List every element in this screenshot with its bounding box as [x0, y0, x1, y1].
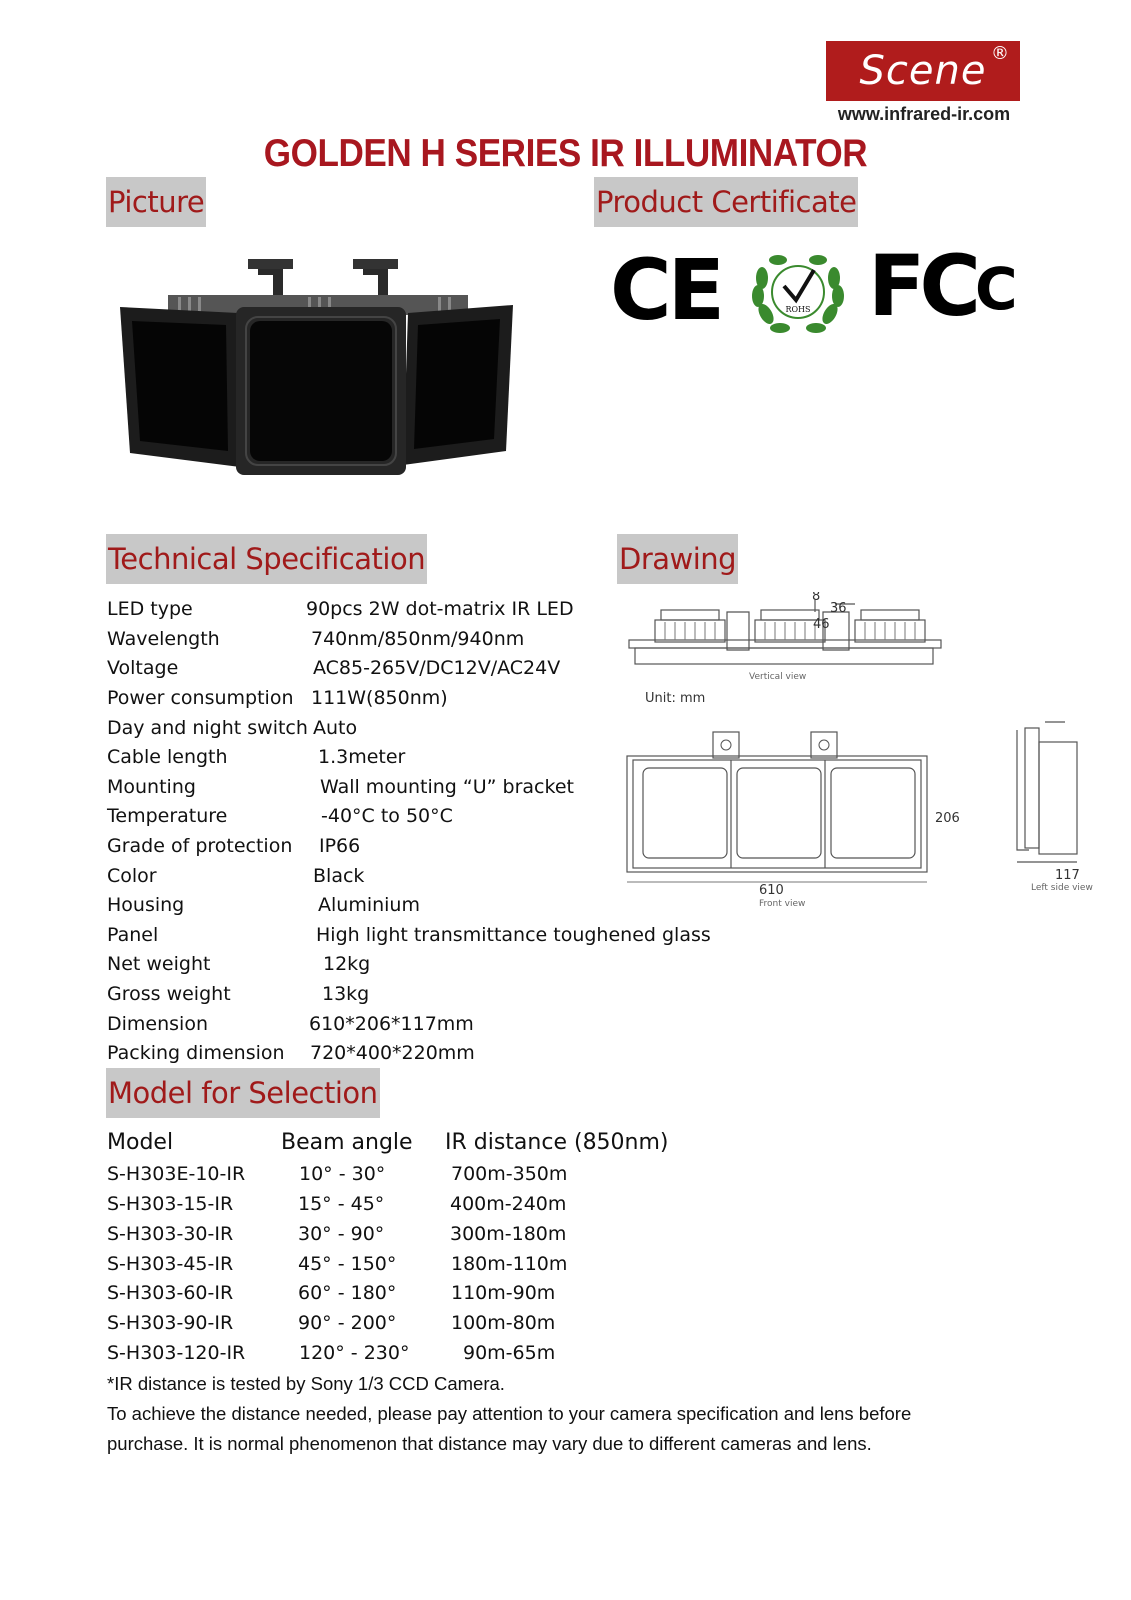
spec-label: Housing [107, 894, 185, 916]
spec-row [107, 982, 370, 1006]
model-header: Model [107, 1130, 174, 1155]
spec-value: Auto [313, 717, 358, 739]
spec-row [107, 834, 361, 858]
rohs-mark [748, 248, 848, 334]
spec-label: Net weight [107, 953, 211, 975]
section-picture: Picture [106, 177, 206, 227]
spec-label: Panel [107, 924, 159, 946]
page-title: GOLDEN H SERIES IR ILLUMINATOR [263, 132, 868, 175]
spec-value: 12kg [323, 953, 371, 975]
beam-cell: 120° - 230° [299, 1342, 410, 1364]
spec-row [107, 745, 406, 769]
spec-row [107, 1012, 474, 1036]
section-drawing: Drawing [617, 534, 738, 584]
fcc-label: FC [868, 237, 976, 335]
model-cell: S-H303E-10-IR [107, 1163, 246, 1185]
registered-mark: ® [991, 43, 1010, 64]
spec-row [107, 952, 371, 976]
spec-value: Aluminium [318, 894, 420, 916]
spec-label: Dimension [107, 1013, 208, 1035]
spec-label: Wavelength [107, 628, 220, 650]
spec-row [107, 686, 448, 710]
model-cell: S-H303-120-IR [107, 1342, 246, 1364]
spec-label: Day and night switch [107, 717, 308, 739]
beam-cell: 10° - 30° [299, 1163, 386, 1185]
brand-url[interactable]: www.infrared-ir.com [837, 104, 1011, 124]
spec-label: Voltage [107, 657, 179, 679]
model-cell: S-H303-90-IR [107, 1312, 234, 1334]
dim-610: 610 [759, 883, 784, 898]
spec-row [107, 656, 561, 680]
spec-value: AC85-265V/DC12V/AC24V [313, 657, 561, 679]
model-cell: S-H303-30-IR [107, 1223, 234, 1245]
distance-cell: 700m-350m [451, 1163, 568, 1185]
beam-cell: 30° - 90° [298, 1223, 385, 1245]
spec-value: Black [313, 865, 365, 887]
beam-header: Beam angle [281, 1130, 413, 1155]
spec-value: IP66 [319, 835, 361, 857]
spec-label: Gross weight [107, 983, 231, 1005]
spec-value: 111W(850nm) [311, 687, 448, 709]
distance-cell: 180m-110m [451, 1253, 568, 1275]
section-model-selection: Model for Selection [106, 1068, 380, 1118]
beam-cell: 90° - 200° [298, 1312, 397, 1334]
front-view-label: Front view [759, 899, 806, 909]
beam-cell: 45° - 150° [298, 1253, 397, 1275]
spec-value: 720*400*220mm [310, 1042, 475, 1064]
distance-cell: 100m-80m [451, 1312, 556, 1334]
spec-row [107, 597, 574, 621]
section-certificate: Product Certificate [594, 177, 858, 227]
dim-8: 8 [812, 592, 821, 604]
product-photo [108, 255, 528, 485]
distance-cell: 110m-90m [451, 1282, 556, 1304]
spec-label: Mounting [107, 776, 196, 798]
spec-value: 740nm/850nm/940nm [311, 628, 525, 650]
spec-label: Temperature [107, 805, 228, 827]
spec-row [107, 775, 574, 799]
brand-name: Scene [859, 48, 987, 94]
beam-cell: 15° - 45° [298, 1193, 385, 1215]
spec-value: 13kg [322, 983, 370, 1005]
note-advice-line-1: To achieve the distance needed, please pay attention to your camera specification and lens before [107, 1403, 912, 1424]
unit-label: Unit: mm [645, 691, 706, 706]
model-cell: S-H303-15-IR [107, 1193, 234, 1215]
spec-row [107, 893, 420, 917]
spec-row [107, 716, 358, 740]
spec-label: LED type [107, 598, 193, 620]
spec-row [107, 627, 525, 651]
brand-logo [826, 41, 1020, 101]
ce-mark: CE [610, 241, 722, 339]
distance-header: IR distance (850nm) [445, 1130, 669, 1155]
spec-label: Power consumption [107, 687, 294, 709]
beam-cell: 60° - 180° [298, 1282, 397, 1304]
spec-row [107, 923, 711, 947]
spec-label: Cable length [107, 746, 228, 768]
distance-cell: 400m-240m [450, 1193, 567, 1215]
technical-drawing [625, 592, 1125, 922]
spec-row [107, 864, 365, 888]
spec-value: 610*206*117mm [309, 1013, 474, 1035]
distance-cell: 300m-180m [450, 1223, 567, 1245]
left-side-view-label: Left side view [1031, 883, 1093, 893]
distance-cell: 90m-65m [463, 1342, 556, 1364]
spec-value: 1.3meter [318, 746, 406, 768]
spec-label: Color [107, 865, 157, 887]
dim-206: 206 [935, 811, 960, 826]
note-tested-by: *IR distance is tested by Sony 1/3 CCD Camera. [107, 1373, 505, 1394]
rohs-label: ROHS [785, 305, 811, 314]
model-cell: S-H303-45-IR [107, 1253, 234, 1275]
spec-row [107, 804, 453, 828]
spec-value: Wall mounting “U” bracket [320, 776, 574, 798]
spec-value: High light transmittance toughened glass [316, 924, 711, 946]
vertical-view-label: Vertical view [749, 672, 807, 682]
dim-46: 46 [813, 617, 830, 632]
spec-value: -40°C to 50°C [321, 805, 453, 827]
fcc-mark: FCC [868, 237, 1004, 335]
dim-36: 36 [830, 601, 847, 616]
model-cell: S-H303-60-IR [107, 1282, 234, 1304]
section-tech-spec: Technical Specification [106, 534, 427, 584]
spec-label: Packing dimension [107, 1042, 285, 1064]
spec-label: Grade of protection [107, 835, 293, 857]
spec-value: 90pcs 2W dot-matrix IR LED [306, 598, 574, 620]
dim-117: 117 [1055, 868, 1080, 883]
spec-row [107, 1041, 475, 1065]
note-advice-line-2: purchase. It is normal phenomenon that distance may vary due to different cameras and lens. [107, 1433, 872, 1454]
